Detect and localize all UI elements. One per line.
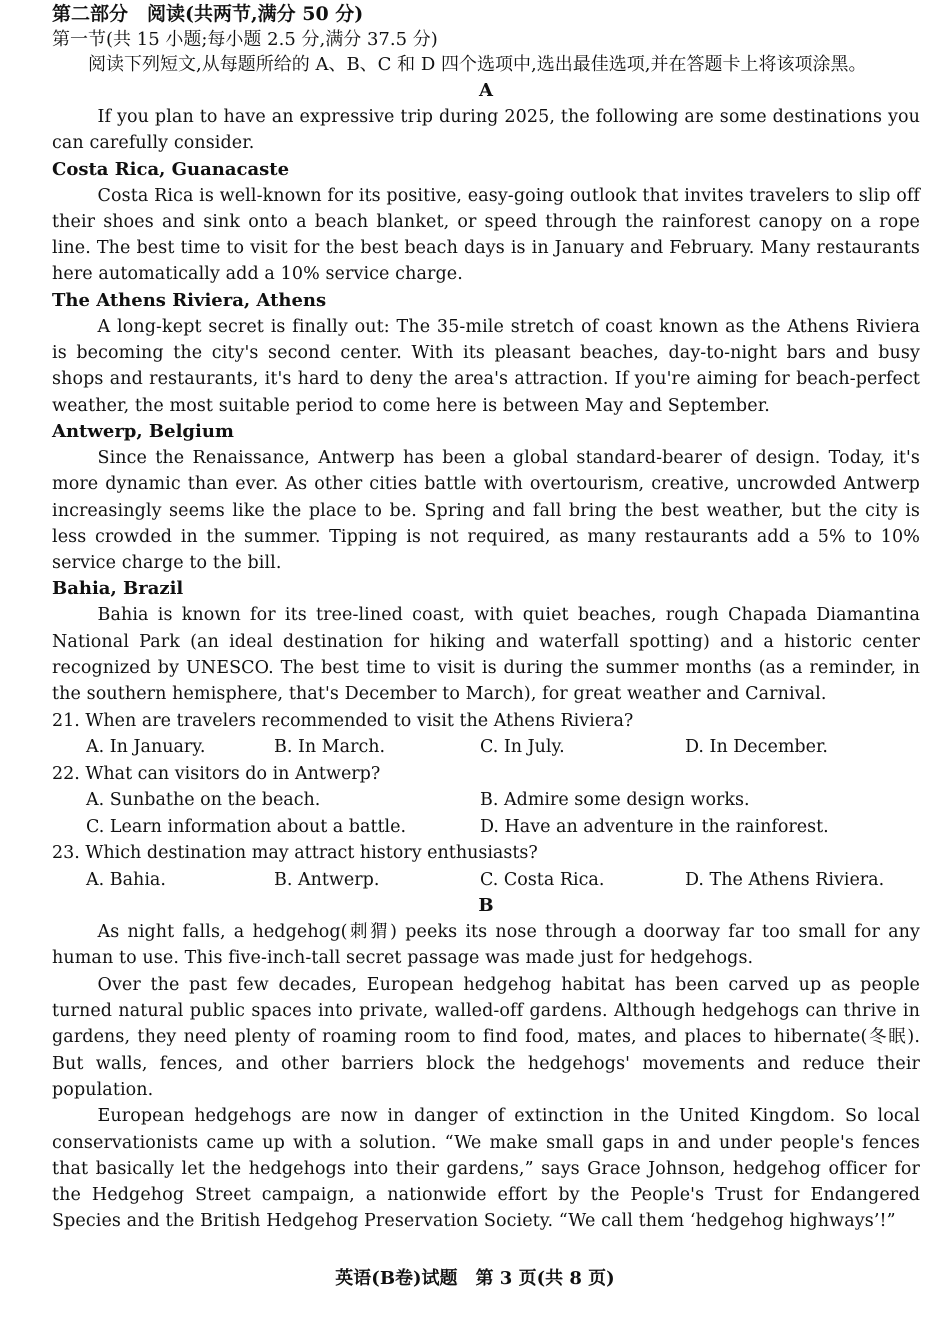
destination-title: Costa Rica, Guanacaste (52, 158, 290, 180)
question-23-stem: 23. Which destination may attract history enthusiasts? (52, 843, 538, 864)
passage-a-label: A (479, 80, 493, 101)
option-c: C. Learn information about a battle. (86, 816, 407, 837)
option-a: A. Sunbathe on the beach. (86, 790, 321, 811)
option-d: D. In December. (685, 737, 828, 758)
option-c: C. Costa Rica. (480, 869, 605, 890)
instruction: 阅读下列短文,从每题所给的 A、B、C 和 D 四个选项中,选出最佳选项,并在答题卡上将该项涂黑。 (88, 54, 867, 75)
passage-b-paragraph: Over the past few decades, European hedgehog habitat has been carved up as people turned natural public spaces into private, walled-off gardens. Although hedgehogs can thrive in gardens, they need plenty of roaming room to find food, mates, and places to hibernate(冬眠). But walls, fences, and other barriers block the hedgehogs' movements and reduce their population. (52, 974, 920, 1100)
passage-a-intro: If you plan to have an expressive trip during 2025, the following are some destinations you can carefully consider. (52, 107, 920, 154)
destination-title: Bahia, Brazil (52, 578, 184, 600)
passage-b-label: B (478, 895, 494, 917)
question-21-options (52, 734, 920, 761)
question-23-options (52, 867, 920, 894)
destination-text: Bahia is known for its tree-lined coast, with quiet beaches, rough Chapada Diamantina National Park (an ideal destination for hiking and waterfall spotting) and a historic center recognized by UNESCO. The best time to visit is during the summer months (as a reminder, in the southern hemisphere, that's December to March), for great weather and Carnival. (52, 605, 920, 705)
option-a: A. Bahia. (86, 869, 166, 890)
destination-text: Since the Renaissance, Antwerp has been a global standard-bearer of design. Today, it's more dynamic than ever. As other cities battle with overtourism, creative, uncrowded Antwerp increasingly seems like the place to be. Spring and fall bring the best weather, but the city is less crowded in the summer. Tipping is not required, as many restaurants add a 5% to 10% service charge to the bill. (52, 447, 920, 574)
destination-title: The Athens Riviera, Athens (52, 289, 327, 311)
question-22-stem: 22. What can visitors do in Antwerp? (52, 763, 381, 784)
page-footer: 英语(B卷)试题 第 3 页(共 8 页) (335, 1268, 615, 1289)
question-21-stem: 21. When are travelers recommended to visit the Athens Riviera? (52, 710, 634, 731)
destination-text: A long-kept secret is finally out: The 35-mile stretch of coast known as the Athens Riviera is becoming the city's second center. With its pleasant beaches, day-to-night bars and busy shops and restaurants, it's hard to deny the area's attraction. If you're aiming for beach-perfect weather, the most suitable period to come here is between May and September. (52, 316, 920, 416)
part-heading: 第二部分 阅读(共两节,满分 50 分) (52, 3, 364, 25)
option-b: B. Antwerp. (274, 869, 380, 890)
destination-title: Antwerp, Belgium (52, 420, 234, 442)
destination-text: Costa Rica is well-known for its positive, easy-going outlook that invites travelers to slip off their shoes and sink onto a beach blanket, or speed through the rainforest canopy on a rope line. The best time to visit for the best beach days is in January and February. Many restaurants here automatically add a 10% service charge. (52, 185, 920, 285)
option-c: C. In July. (480, 737, 565, 758)
option-a: A. In January. (86, 737, 206, 758)
question-22-options (52, 787, 920, 840)
option-d: D. Have an adventure in the rainforest. (480, 816, 829, 837)
option-d: D. The Athens Riviera. (685, 869, 885, 890)
passage-b-paragraph: European hedgehogs are now in danger of extinction in the United Kingdom. So local conservationists came up with a solution. “We make small gaps in and under people's fences that basically let the hedgehogs into their gardens,” says Grace Johnson, hedgehog officer for the Hedgehog Street campaign, a nationwide effort by the People's Trust for Endangered Species and the British Hedgehog Preservation Society. “We call them ‘hedgehog highways’!” (52, 1106, 920, 1232)
passage-b-paragraph: As night falls, a hedgehog(刺猬) peeks its nose through a doorway far too small for any human to use. This five-inch-tall secret passage was made just for hedgehogs. (52, 922, 920, 969)
option-b: B. Admire some design works. (480, 790, 750, 811)
option-b: B. In March. (274, 737, 386, 758)
section-heading: 第一节(共 15 小题;每小题 2.5 分,满分 37.5 分) (52, 29, 438, 50)
